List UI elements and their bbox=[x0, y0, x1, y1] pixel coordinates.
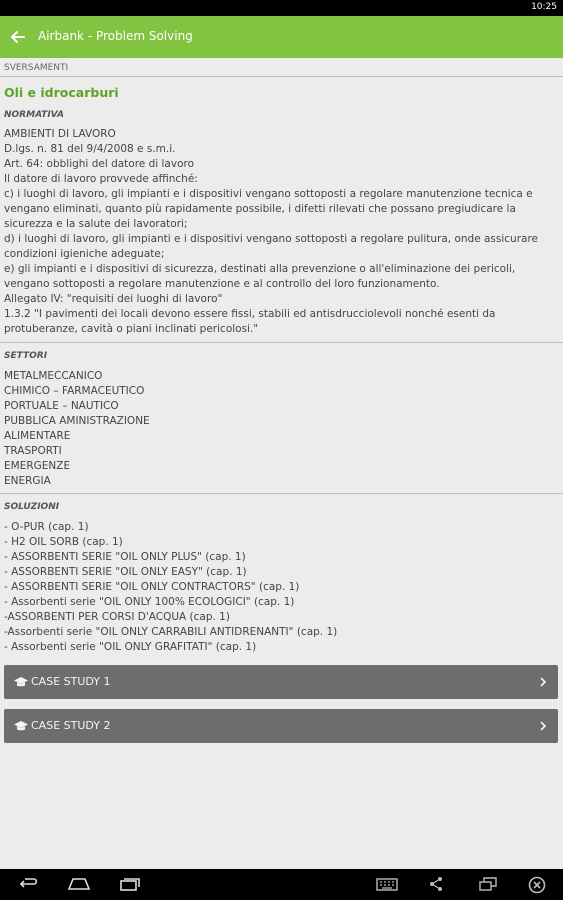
list-item: TRASPORTI bbox=[4, 445, 62, 457]
divider bbox=[0, 76, 563, 77]
list-item: - ASSORBENTI SERIE "OIL ONLY PLUS" (cap. 1) bbox=[4, 551, 246, 563]
app-bar bbox=[0, 16, 563, 58]
category-label: SVERSAMENTI bbox=[4, 63, 69, 73]
list-item: CHIMICO – FARMACEUTICO bbox=[4, 385, 145, 397]
section-label-normativa: NORMATIVA bbox=[4, 110, 64, 120]
text-line: condizioni igieniche adeguate; bbox=[4, 248, 165, 260]
list-item: - O-PUR (cap. 1) bbox=[4, 521, 89, 533]
section-label-settori: SETTORI bbox=[4, 351, 48, 361]
list-item: EMERGENZE bbox=[4, 460, 71, 472]
text-line: e) gli impianti e i dispositivi di sicurezza, destinati alla prevenzione o all'eliminazione dei pericoli, bbox=[4, 263, 516, 275]
text-line: vengano sottoposti a regolare manutenzione e al controllo del loro funzionamento. bbox=[4, 278, 440, 290]
list-item: - Assorbenti serie "OIL ONLY 100% ECOLOGICI" (cap. 1) bbox=[4, 596, 295, 608]
list-item: PORTUALE – NAUTICO bbox=[4, 400, 119, 412]
status-time: 10:25 bbox=[531, 2, 557, 12]
text-line: Art. 64: obblighi del datore di lavoro bbox=[4, 158, 195, 170]
content-area[interactable] bbox=[0, 58, 563, 869]
text-line: vengano eliminati, quanto più rapidamente possibile, i difetti rilevati che possano pregiudicare la bbox=[4, 203, 516, 215]
back-arrow-icon[interactable] bbox=[8, 27, 28, 47]
text-line: protuberanze, cavità o piani inclinati pericolosi." bbox=[4, 323, 259, 335]
list-item: ALIMENTARE bbox=[4, 430, 71, 442]
soluzioni-list bbox=[4, 520, 560, 655]
list-item: - ASSORBENTI SERIE "OIL ONLY EASY" (cap. 1) bbox=[4, 566, 247, 578]
list-item: METALMECCANICO bbox=[4, 370, 103, 382]
page-title: Oli e idrocarburi bbox=[4, 85, 119, 100]
graduation-cap-icon bbox=[14, 676, 28, 688]
text-line: d) i luoghi di lavoro, gli impianti e i dispositivi vengano sottoposti a regolare pulitura, onde assicurare bbox=[4, 233, 539, 245]
text-line: Il datore di lavoro provvede affinché: bbox=[4, 173, 198, 185]
system-nav-bar bbox=[0, 869, 563, 900]
text-line: Allegato IV: "requisiti dei luoghi di lavoro" bbox=[4, 293, 223, 305]
case-study-2-label: CASE STUDY 2 bbox=[31, 719, 111, 732]
recent-apps-icon[interactable] bbox=[118, 876, 142, 892]
share-icon[interactable] bbox=[428, 876, 444, 892]
text-line: sicurezza e la salute dei lavoratori; bbox=[4, 218, 188, 230]
text-line: 1.3.2 "I pavimenti dei locali devono essere fissi, stabili ed antisdrucciolevoli nonché esenti da bbox=[4, 308, 496, 320]
chevron-right-icon bbox=[538, 675, 548, 689]
list-item: -Assorbenti serie "OIL ONLY CARRABILI ANTIDRENANTI" (cap. 1) bbox=[4, 626, 338, 638]
list-item: - H2 OIL SORB (cap. 1) bbox=[4, 536, 123, 548]
settori-list bbox=[4, 369, 560, 489]
graduation-cap-icon bbox=[14, 720, 28, 732]
list-item: PUBBLICA AMINISTRAZIONE bbox=[4, 415, 150, 427]
home-nav-icon[interactable] bbox=[66, 876, 92, 892]
back-nav-icon[interactable] bbox=[16, 876, 40, 892]
text-line: AMBIENTI DI LAVORO bbox=[4, 128, 116, 140]
app-title: Airbank - Problem Solving bbox=[38, 29, 193, 43]
section-label-soluzioni: SOLUZIONI bbox=[4, 502, 60, 512]
chevron-right-icon bbox=[538, 719, 548, 733]
window-icon[interactable] bbox=[478, 876, 498, 892]
list-item: - ASSORBENTI SERIE "OIL ONLY CONTRACTORS" (cap. 1) bbox=[4, 581, 300, 593]
keyboard-icon[interactable] bbox=[376, 876, 398, 892]
divider bbox=[0, 342, 563, 343]
text-line: D.lgs. n. 81 del 9/4/2008 e s.m.i. bbox=[4, 143, 176, 155]
close-circle-icon[interactable] bbox=[528, 876, 546, 894]
status-bar bbox=[0, 0, 563, 16]
case-study-1-label: CASE STUDY 1 bbox=[31, 675, 111, 688]
list-item: - Assorbenti serie "OIL ONLY GRAFITATI" (cap. 1) bbox=[4, 641, 257, 653]
case-study-2-button[interactable] bbox=[4, 709, 558, 743]
text-line: c) i luoghi di lavoro, gli impianti e i dispositivi vengano sottoposti a regolare manutenzione tecnica e bbox=[4, 188, 533, 200]
divider bbox=[0, 493, 563, 494]
case-study-1-button[interactable] bbox=[4, 665, 558, 699]
normativa-text bbox=[4, 127, 560, 337]
list-item: -ASSORBENTI PER CORSI D'ACQUA (cap. 1) bbox=[4, 611, 230, 623]
list-item: ENERGIA bbox=[4, 475, 51, 487]
